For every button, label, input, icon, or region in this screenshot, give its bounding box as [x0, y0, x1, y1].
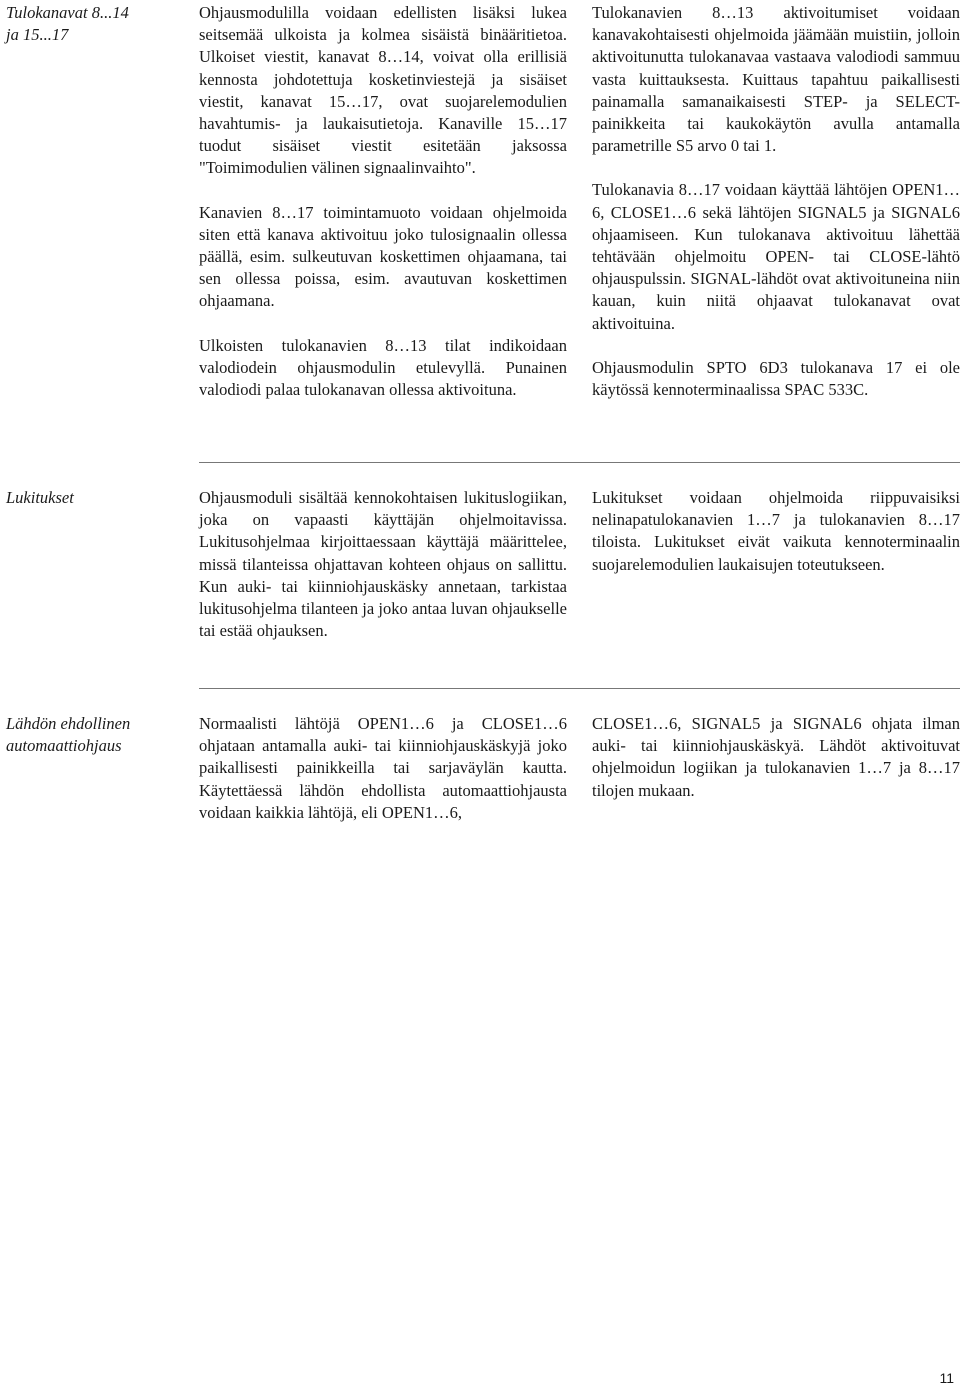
heading-line: Tulokanavat 8...14 [6, 3, 129, 22]
paragraph: Tulokanavia 8…17 voidaan käyttää lähtöjen OPEN1…6, CLOSE1…6 sekä lähtöjen SIGNAL5 ja SIGNAL6 ohjaamiseen. Kun tulokanava aktivoituu lähettää tehtävään ohjelmoitu OPEN- tai CLOSE-lähtö ohjauspulssin. SIGNAL-lähdöt ovat aktivoituneina niin kauan, kuin niitä ohjaavat tulokanavat ovat aktivoituina. [592, 180, 960, 333]
text-column-right [592, 487, 960, 576]
heading-line: Lukitukset [6, 488, 74, 507]
paragraph: Normaalisti lähtöjä OPEN1…6 ja CLOSE1…6 ohjataan antamalla auki- tai kiinniohjauskäskyjä joko paikallisesti painikkeilla tai sarjaväylän kautta. Käytettäessä lähdön ehdollista automaattiohjausta voidaan kaikkia lähtöjä, eli OPEN1…6, [199, 714, 567, 822]
paragraph: Tulokanavien 8…13 aktivoitumiset voidaan kanavakohtaisesti ohjelmoida jäämään muistiin, jolloin aktivoitunutta tulokanavaa vastaava valodiodi sammuu vasta kuittauksesta. Kuittaus tapahtuu paikallisesti painamalla samanaikaisesti STEP- ja SELECT-painikkeita tai kaukokäytön avulla antamalla parametrille S5 arvo 0 tai 1. [592, 3, 960, 156]
paragraph: CLOSE1…6, SIGNAL5 ja SIGNAL6 ohjata ilman auki- tai kiinniohjauskäskyä. Lähdöt aktivoituvat ohjelmoidun logiikan ja tulokanavien 1…7 ja 8…17 tilojen mukaan. [592, 714, 960, 800]
paragraph: Ohjausmodulin SPTO 6D3 tulokanava 17 ei ole käytössä kennoterminaalissa SPAC 533C. [592, 357, 960, 400]
text-column-left [199, 713, 567, 824]
heading-line: automaattiohjaus [6, 736, 122, 755]
text-column-left [199, 2, 567, 401]
section-divider [199, 688, 960, 689]
paragraph: Kanavien 8…17 toimintamuoto voidaan ohjelmoida siten että kanava aktivoituu joko tulosignaalin ollessa päällä, esim. sulkeutuvan koskettimen ohjaamana, tai sen ollessa poissa, esim. avautuvan koskettimen ohjaamana. [199, 202, 567, 311]
section-heading [6, 2, 176, 46]
text-column-left [199, 487, 567, 642]
paragraph: Ohjausmoduli sisältää kennokohtaisen lukituslogiikan, joka on vapaasti käyttäjän ohjelmoitavissa. Lukitusohjelmaa kirjoittaessaan käyttäjä määrittelee, missä tilanteissa ohjattavan kohteen ohjaus on sallittu. Kun auki- tai kiinniohjauskäsky annetaan, tarkistaa lukitusohjelma tilanteen ja joko antaa luvan ohjaukselle tai estää ohjauksen. [199, 488, 567, 641]
text-column-right [592, 713, 960, 802]
page-number: 11 [939, 1370, 954, 1386]
section-heading [6, 713, 176, 757]
paragraph: Ulkoisten tulokanavien 8…13 tilat indikoidaan valodiodein ohjausmodulin etulevyllä. Punainen valodiodi palaa tulokanavan ollessa aktivoituna. [199, 335, 567, 400]
heading-line: ja 15...17 [6, 25, 69, 44]
section-heading [6, 487, 176, 509]
section-divider [199, 462, 960, 463]
heading-line: Lähdön ehdollinen [6, 714, 131, 733]
paragraph: Ohjausmodulilla voidaan edellisten lisäksi lukea seitsemää ulkoista ja kolmea sisäistä binääritietoa. Ulkoiset viestit, kanavat 8…14, voivat olla erillisiä kennosta johdotettuja kosketinviestejä ja sisäiset viestit, kanavat 15…17, ovat suojarelemodulien havahtumis- ja laukaisutietoja. Kanaville 15…17 tuodut sisäiset viestit esitetään jaksossa "Toimimodulien välinen signaalinvaihto". [199, 3, 567, 178]
paragraph: Lukitukset voidaan ohjelmoida riippuvaisiksi nelinapatulokanavien 1…7 ja tulokanavien 8…17 tiloista. Lukitukset eivät vaikuta kennoterminaalin suojarelemodulien laukaisujen toteutukseen. [592, 488, 960, 574]
text-column-right [592, 2, 960, 401]
